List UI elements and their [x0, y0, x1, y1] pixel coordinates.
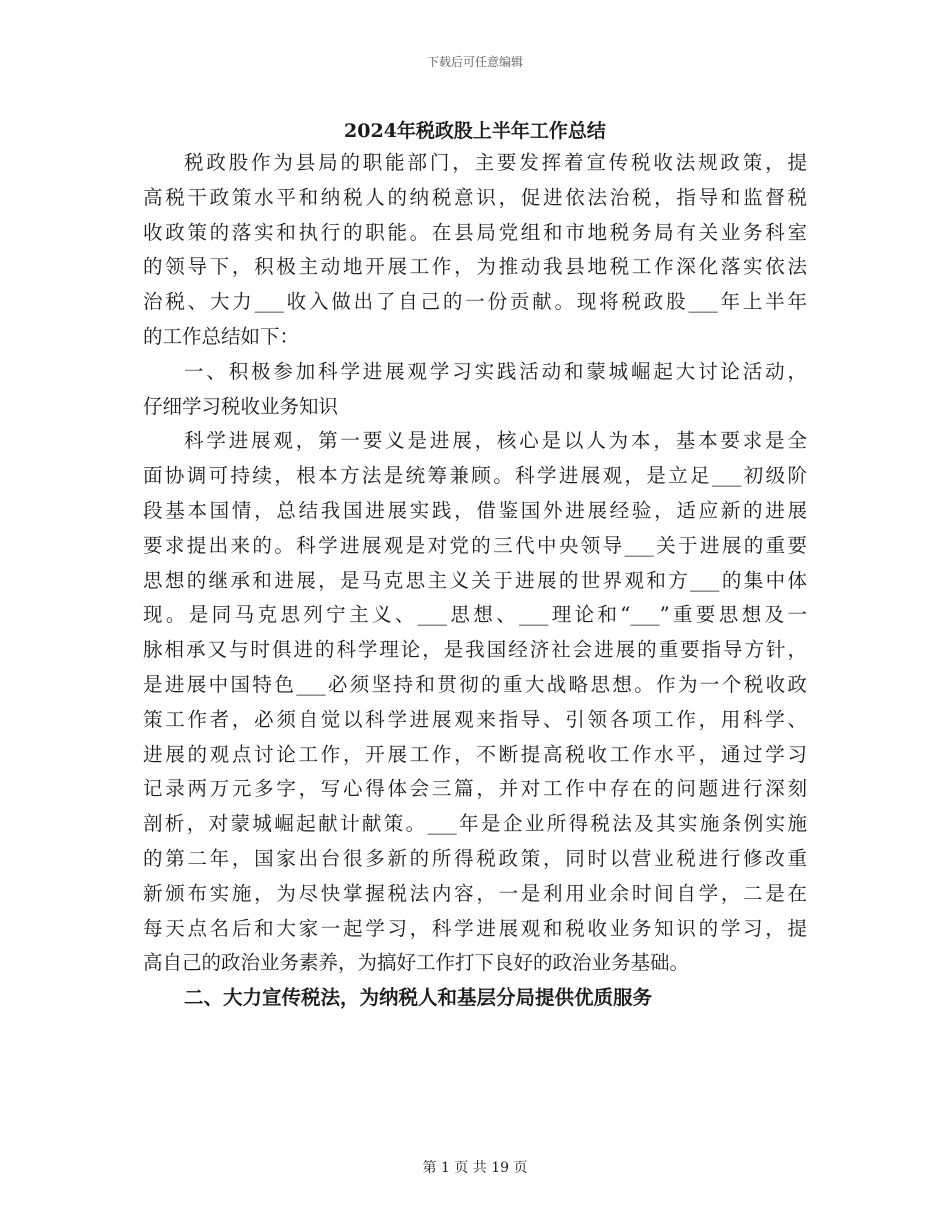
document-title: 2024年税政股上半年工作总结: [344, 120, 606, 142]
paragraph-line: 每天点名后和大家一起学习，科学进展观和税收业务知识的学习，提: [143, 916, 807, 940]
paragraph-line: 的第二年，国家出台很多新的所得税政策，同时以营业税进行修改重: [143, 846, 807, 870]
paragraph-line: 现。是同马克思列宁主义、___思想、___理论和“___”重要思想及一: [143, 603, 807, 627]
paragraph-line: 的工作总结如下：: [143, 324, 300, 348]
paragraph-line: 策工作者，必须自觉以科学进展观来指导、引领各项工作，用科学、: [143, 707, 807, 731]
paragraph-line: 面协调可持续，根本方法是统筹兼顾。科学进展观，是立足___初级阶: [143, 464, 807, 488]
paragraph-line: 进展的观点讨论工作，开展工作，不断提高税收工作水平，通过学习: [143, 742, 807, 766]
paragraph-line: 是进展中国特色___必须坚持和贯彻的重大战略思想。作为一个税收政: [143, 672, 807, 696]
paragraph-line: 记录两万元多字，写心得体会三篇，并对工作中存在的问题进行深刻: [143, 777, 807, 801]
page-footer: 第 1 页 共 19 页: [422, 1160, 528, 1176]
document-body: [143, 146, 807, 1016]
paragraph-line: 剖析，对蒙城崛起献计献策。___年是企业所得税法及其实施条例实施: [143, 812, 807, 836]
paragraph-line: 的领导下，积极主动地开展工作，为推动我县地税工作深化落实依法: [143, 255, 807, 279]
section-heading-line: 一、积极参加科学进展观学习实践活动和蒙城崛起大讨论活动，: [184, 359, 807, 383]
paragraph-line: 收政策的落实和执行的职能。在县局党组和市地税务局有关业务科室: [143, 220, 807, 244]
paragraph-line: 思想的继承和进展，是马克思主义关于进展的世界观和方___的集中体: [143, 568, 807, 592]
section-heading-bold: 二、大力宣传税法，为纳税人和基层分局提供优质服务: [184, 986, 653, 1010]
paragraph-line: 脉相承又与时俱进的科学理论，是我国经济社会进展的重要指导方针，: [143, 638, 807, 662]
header-note: 下载后可任意编辑: [426, 55, 523, 69]
paragraph-line: 治税、大力___收入做出了自己的一份贡献。现将税政股___年上半年: [143, 290, 807, 314]
paragraph-line: 段基本国情，总结我国进展实践，借鉴国外进展经验，适应新的进展: [143, 498, 807, 522]
paragraph-line: 要求提出来的。科学进展观是对党的三代中央领导___关于进展的重要: [143, 533, 807, 557]
paragraph-line: 高税干政策水平和纳税人的纳税意识，促进依法治税，指导和监督税: [143, 185, 807, 209]
paragraph-line: 新颁布实施，为尽快掌握税法内容，一是利用业余时间自学，二是在: [143, 881, 807, 905]
paragraph-line: 高自己的政治业务素养，为搞好工作打下良好的政治业务基础。: [143, 951, 690, 975]
section-heading-line: 仔细学习税收业务知识: [143, 394, 339, 418]
paragraph-line: 科学进展观，第一要义是进展，核心是以人为本，基本要求是全: [184, 429, 807, 453]
paragraph-line: 税政股作为县局的职能部门，主要发挥着宣传税收法规政策，提: [184, 151, 807, 174]
